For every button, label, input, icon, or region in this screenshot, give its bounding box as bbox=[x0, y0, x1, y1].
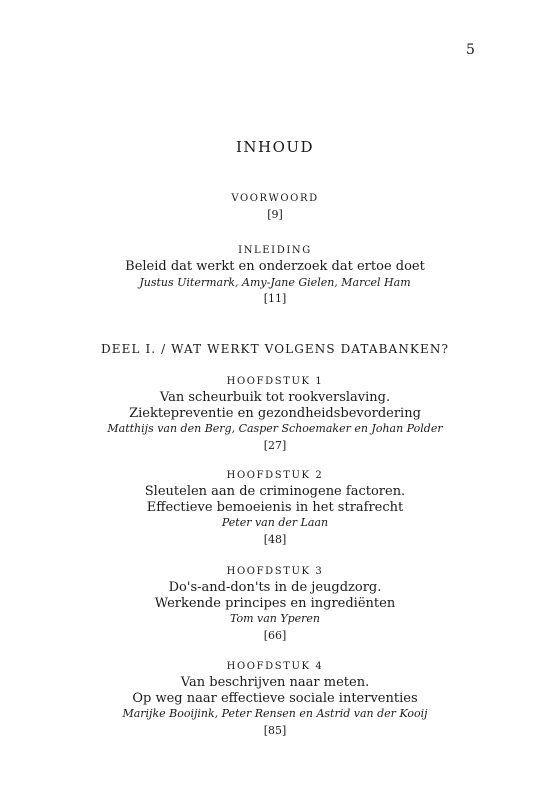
toc-entry-voorwoord bbox=[0, 191, 550, 223]
toc-entry-inleiding bbox=[0, 243, 550, 307]
entry-title-line: Sleutelen aan de criminogene factoren. bbox=[144, 484, 406, 499]
entry-authors: Matthijs van den Berg, Casper Schoemaker en Johan Polder bbox=[107, 422, 443, 435]
toc-entry-chapter-2 bbox=[0, 468, 550, 547]
entry-authors: Marijke Booijink, Peter Rensen en Astrid van der Kooij bbox=[122, 707, 428, 720]
entry-title-line: Do's-and-don'ts in de jeugdzorg. bbox=[168, 580, 382, 595]
entry-title-line: Ziektepreventie en gezondheidsbevordering bbox=[129, 405, 421, 421]
page-title: INHOUD bbox=[235, 138, 315, 156]
entry-pages: [9] bbox=[267, 208, 283, 221]
entry-pages: [11] bbox=[263, 292, 287, 305]
entry-authors: Justus Uitermark, Amy-Jane Gielen, Marcel Ham bbox=[139, 275, 411, 289]
entry-title-line: Van scheurbuik tot rookverslaving. bbox=[159, 390, 391, 405]
entry-title-line: Werkende principes en ingrediënten bbox=[154, 595, 396, 611]
toc-entry-chapter-4 bbox=[0, 659, 550, 738]
entry-title-line: Effectieve bemoeienis in het strafrecht bbox=[146, 499, 404, 515]
entry-title: Beleid dat werkt en onderzoek dat ertoe doet bbox=[125, 259, 425, 274]
entry-pages: [85] bbox=[263, 723, 287, 737]
entry-label: HOOFDSTUK 4 bbox=[226, 661, 324, 672]
entry-label: HOOFDSTUK 1 bbox=[226, 376, 324, 387]
toc-entry-chapter-1 bbox=[0, 374, 550, 453]
entry-pages: [66] bbox=[263, 628, 287, 642]
entry-label: VOORWOORD bbox=[231, 193, 319, 204]
entry-authors: Tom van Yperen bbox=[229, 612, 321, 625]
entry-title-line: Van beschrijven naar meten. bbox=[180, 675, 370, 690]
entry-label: INLEIDING bbox=[238, 245, 312, 256]
entry-pages: [48] bbox=[263, 532, 287, 546]
part-heading: DEEL I. / WAT WERKT VOLGENS DATABANKEN? bbox=[101, 342, 449, 356]
toc-entry-chapter-3 bbox=[0, 564, 550, 643]
page-number: 5 bbox=[466, 42, 475, 58]
entry-authors: Peter van der Laan bbox=[221, 516, 329, 529]
entry-label: HOOFDSTUK 3 bbox=[226, 566, 324, 577]
entry-label: HOOFDSTUK 2 bbox=[226, 470, 324, 481]
entry-pages: [27] bbox=[263, 438, 287, 452]
entry-title-line: Op weg naar effectieve sociale interventies bbox=[132, 690, 418, 706]
